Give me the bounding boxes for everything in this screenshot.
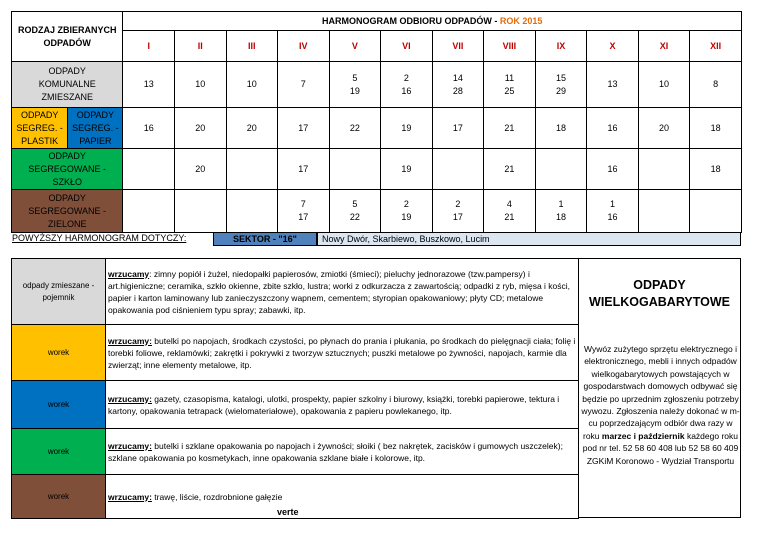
date-cell xyxy=(587,62,639,108)
collection-date: 7 xyxy=(300,199,306,209)
date-cell xyxy=(587,108,639,149)
collection-date: 16 xyxy=(143,122,154,133)
category-line: ODPADY xyxy=(20,109,59,120)
category-line: ODPADY xyxy=(48,66,86,76)
date-cell xyxy=(123,108,175,149)
collection-date: 13 xyxy=(607,79,618,89)
description-lead: wrzucamy xyxy=(108,268,150,279)
month-header: IV xyxy=(278,31,330,62)
collection-date: 4 xyxy=(506,199,512,209)
description-row xyxy=(12,259,579,325)
date-cell xyxy=(226,108,278,149)
bulky-title-line1: ODPADY xyxy=(633,278,686,292)
month-header: II xyxy=(174,31,226,62)
collection-date: 7 xyxy=(300,79,306,89)
category-header xyxy=(12,12,123,62)
collection-date: 25 xyxy=(504,85,515,96)
container-label xyxy=(12,475,106,519)
collection-date: 18 xyxy=(555,122,566,133)
category-papier xyxy=(68,108,123,149)
date-cell xyxy=(690,108,742,149)
description-lead: wrzucamy: xyxy=(108,393,152,404)
collection-date: 5 xyxy=(352,72,358,83)
bulky-waste-title xyxy=(579,277,740,311)
collection-date: 13 xyxy=(143,79,154,89)
date-cell xyxy=(278,108,330,149)
month-header: VIII xyxy=(484,31,536,62)
month-header: VI xyxy=(381,31,433,62)
description-body: butelki i szklane opakowania po napojach i żywności; słoiki ( bez nakrętek, zacisków i gumowych uszczelek); szklane opakowania po kosmetykach, inne opakowania szklane białe i kolorowe, itp. xyxy=(108,440,563,463)
collection-date: 21 xyxy=(504,122,515,133)
date-cell xyxy=(638,62,690,108)
date-cell xyxy=(381,190,433,233)
month-header: X xyxy=(587,31,639,62)
collection-date: 14 xyxy=(452,72,463,83)
collection-date: 28 xyxy=(452,85,463,96)
date-cell xyxy=(587,190,639,233)
category-header-line1: RODZAJ ZBIERANYCH xyxy=(17,24,117,35)
category-header-line2: ODPADÓW xyxy=(43,37,91,48)
sector-label: POWYŻSZY HARMONOGRAM DOTYCZY: xyxy=(12,233,187,243)
schedule-row-zielone xyxy=(12,190,742,233)
description-body: trawę, liście, rozdrobnione gałęzie xyxy=(151,491,283,502)
collection-date: 15 xyxy=(555,72,566,83)
category-line: SEGREGOWANE - xyxy=(28,163,107,174)
category-line: SEGREGOWANE - xyxy=(28,205,107,216)
date-cell xyxy=(432,62,484,108)
container-label xyxy=(12,429,106,475)
bulky-info-contact: każdego roku pod nr tel. 52 58 60 408 lub 52 58 60 409 ZGKiM Koronowo - Wydział Transportu xyxy=(582,430,739,466)
description-row xyxy=(12,429,579,475)
collection-date: 20 xyxy=(246,122,257,133)
verte-label: verte xyxy=(277,507,299,517)
collection-date: 16 xyxy=(401,85,412,96)
category-line: ZIELONE xyxy=(47,218,87,229)
date-cell xyxy=(226,190,278,233)
container-label xyxy=(12,381,106,429)
date-cell xyxy=(226,149,278,190)
date-cell xyxy=(432,149,484,190)
bulky-waste-box xyxy=(578,258,741,518)
description-body: butelki po napojach, środkach czystości, po płynach do prania i płukania, po środkach do pielęgnacji ciała; folię i torebki foliowe, reklamówki; zakrętki i pokrywki z tworzyw sztucznych; puszki metalowe po żywności, napojach, karmie dla zwierząt; inne elementy metalowe, itp. xyxy=(108,335,576,370)
description-lead: wrzucamy: xyxy=(108,440,152,451)
bulky-info-text: Wywóz zużytego sprzętu elektrycznego i elektronicznego, mebli i innych odpadów wielkogabarytowych powstających w gospodarstwach domowych odbywać się będzie po uprzednim zgłoszeniu potrzeby wywozu. Zgłoszenia należy dokonać w m-cu poprzedzającym odbiór dwa razy w roku xyxy=(581,344,740,441)
schedule-year: ROK 2015 xyxy=(499,15,543,26)
bulky-info-months: marzec i październik xyxy=(601,430,685,441)
date-cell xyxy=(638,108,690,149)
description-body: : zimny popiół i żużel, niedopałki papierosów, zmiotki (śmieci); pieluchy jednorazowe (tzw.pampersy) i art.higieniczne; ceramika, szkło okienne, zbite szkło, lustra; worki z odkurzacza z zawartością; odpadki z ryb, mięsa i kości, papier i karton laminowany lub zanieczyszczony wapnem, cementem; styropian opakowaniowy; płyty CD; metalowe opakowania pod ciśnieniem typu spray; zabawki, itp. xyxy=(108,268,571,315)
date-cell xyxy=(174,190,226,233)
collection-date: 8 xyxy=(713,79,719,89)
collection-date: 2 xyxy=(403,199,409,209)
description-text xyxy=(106,381,579,429)
category-zielone xyxy=(12,190,123,233)
month-header: V xyxy=(329,31,381,62)
bulky-title-line2: WIELKOGABARYTOWE xyxy=(589,295,730,309)
date-cell xyxy=(432,108,484,149)
date-cell xyxy=(123,62,175,108)
date-cell xyxy=(123,190,175,233)
date-cell xyxy=(278,62,330,108)
date-cell xyxy=(690,190,742,233)
month-header: I xyxy=(123,31,175,62)
collection-date: 20 xyxy=(195,163,206,174)
schedule-title xyxy=(123,12,742,31)
date-cell xyxy=(329,149,381,190)
description-row xyxy=(12,325,579,381)
category-line: PAPIER xyxy=(79,135,112,146)
collection-date: 22 xyxy=(349,212,360,222)
date-cell xyxy=(174,62,226,108)
description-lead: wrzucamy: xyxy=(108,491,152,502)
sector-name: SEKTOR - "16" xyxy=(213,232,317,246)
date-cell xyxy=(278,190,330,233)
collection-date: 11 xyxy=(504,72,515,83)
collection-date: 1 xyxy=(609,199,615,209)
container-label-text: odpady zmieszane - pojemnik xyxy=(22,280,95,302)
collection-date: 1 xyxy=(558,199,564,209)
collection-date: 16 xyxy=(607,163,618,174)
sector-places: Nowy Dwór, Skarbiewo, Buszkowo, Lucim xyxy=(317,232,741,246)
category-line: SEGREG. - xyxy=(72,122,119,133)
month-header: IX xyxy=(535,31,587,62)
date-cell xyxy=(484,108,536,149)
collection-date: 17 xyxy=(298,212,309,222)
description-text xyxy=(106,475,579,519)
collection-date: 17 xyxy=(452,212,463,222)
category-komunalne xyxy=(12,62,123,108)
category-line: ODPADY xyxy=(48,150,86,161)
schedule-row-plastik-papier xyxy=(12,108,742,149)
month-header: VII xyxy=(432,31,484,62)
date-cell xyxy=(535,108,587,149)
collection-date: 20 xyxy=(659,122,670,133)
collection-date: 19 xyxy=(349,85,360,96)
container-label-text: worek xyxy=(47,347,70,357)
collection-date: 19 xyxy=(401,163,412,174)
collection-date: 10 xyxy=(246,79,257,89)
collection-date: 21 xyxy=(504,163,515,174)
collection-date: 18 xyxy=(555,212,566,222)
category-line: PLASTIK xyxy=(21,135,59,146)
collection-date: 2 xyxy=(403,72,409,83)
collection-date: 21 xyxy=(504,212,515,222)
category-line: ZMIESZANE xyxy=(41,92,93,102)
collection-date: 20 xyxy=(195,122,206,133)
date-cell xyxy=(638,149,690,190)
category-szklo xyxy=(12,149,123,190)
date-cell xyxy=(381,149,433,190)
schedule-row-komunalne xyxy=(12,62,742,108)
date-cell xyxy=(690,149,742,190)
category-plastik xyxy=(12,108,68,149)
bulky-waste-info xyxy=(581,343,740,467)
date-cell xyxy=(432,190,484,233)
collection-date: 18 xyxy=(710,163,721,174)
description-row xyxy=(12,381,579,429)
date-cell xyxy=(174,108,226,149)
container-label xyxy=(12,325,106,381)
date-cell xyxy=(278,149,330,190)
container-label-text: worek xyxy=(47,491,70,501)
month-header: III xyxy=(226,31,278,62)
date-cell xyxy=(535,190,587,233)
date-cell xyxy=(329,190,381,233)
month-header: XI xyxy=(638,31,690,62)
date-cell xyxy=(535,149,587,190)
category-line: SZKŁO xyxy=(52,176,82,187)
date-cell xyxy=(484,190,536,233)
date-cell xyxy=(484,62,536,108)
date-cell xyxy=(329,108,381,149)
schedule-row-szklo xyxy=(12,149,742,190)
date-cell xyxy=(638,190,690,233)
collection-date: 29 xyxy=(555,85,566,96)
description-text xyxy=(106,325,579,381)
collection-date: 10 xyxy=(659,79,670,89)
collection-date: 19 xyxy=(401,212,412,222)
collection-date: 16 xyxy=(607,122,618,133)
month-header: XII xyxy=(690,31,742,62)
date-cell xyxy=(226,62,278,108)
date-cell xyxy=(484,149,536,190)
category-line: SEGREG. - xyxy=(16,122,63,133)
collection-date: 17 xyxy=(452,122,463,133)
date-cell xyxy=(535,62,587,108)
container-label-text: worek xyxy=(47,446,70,456)
date-cell xyxy=(329,62,381,108)
description-body: gazety, czasopisma, katalogi, ulotki, prospekty, papier szkolny i biurowy, książki, torebki papierowe, tektura i kartony, opakowania tetrapack (wielomateriałowe), opakowania z papieru powlekanego, itp. xyxy=(108,393,560,416)
date-cell xyxy=(174,149,226,190)
collection-date: 16 xyxy=(607,212,618,222)
date-cell xyxy=(587,149,639,190)
collection-date: 2 xyxy=(455,199,461,209)
description-lead: wrzucamy: xyxy=(108,335,152,346)
collection-date: 17 xyxy=(298,163,309,174)
collection-date: 17 xyxy=(298,122,309,133)
schedule-title-text: HARMONOGRAM ODBIORU ODPADÓW - xyxy=(322,15,500,26)
waste-descriptions xyxy=(11,258,579,519)
date-cell xyxy=(381,62,433,108)
collection-date: 10 xyxy=(195,79,206,89)
schedule-table xyxy=(11,11,742,233)
collection-date: 5 xyxy=(352,199,358,209)
description-text xyxy=(106,429,579,475)
category-line: ODPADY xyxy=(76,109,115,120)
collection-date: 22 xyxy=(349,122,360,133)
category-line: KOMUNALNE xyxy=(38,79,96,89)
collection-date: 19 xyxy=(401,122,412,133)
date-cell xyxy=(690,62,742,108)
container-label-text: worek xyxy=(47,399,70,409)
description-text xyxy=(106,259,579,325)
date-cell xyxy=(123,149,175,190)
container-label xyxy=(12,259,106,325)
category-line: ODPADY xyxy=(48,192,86,203)
collection-date: 18 xyxy=(710,122,721,133)
date-cell xyxy=(381,108,433,149)
